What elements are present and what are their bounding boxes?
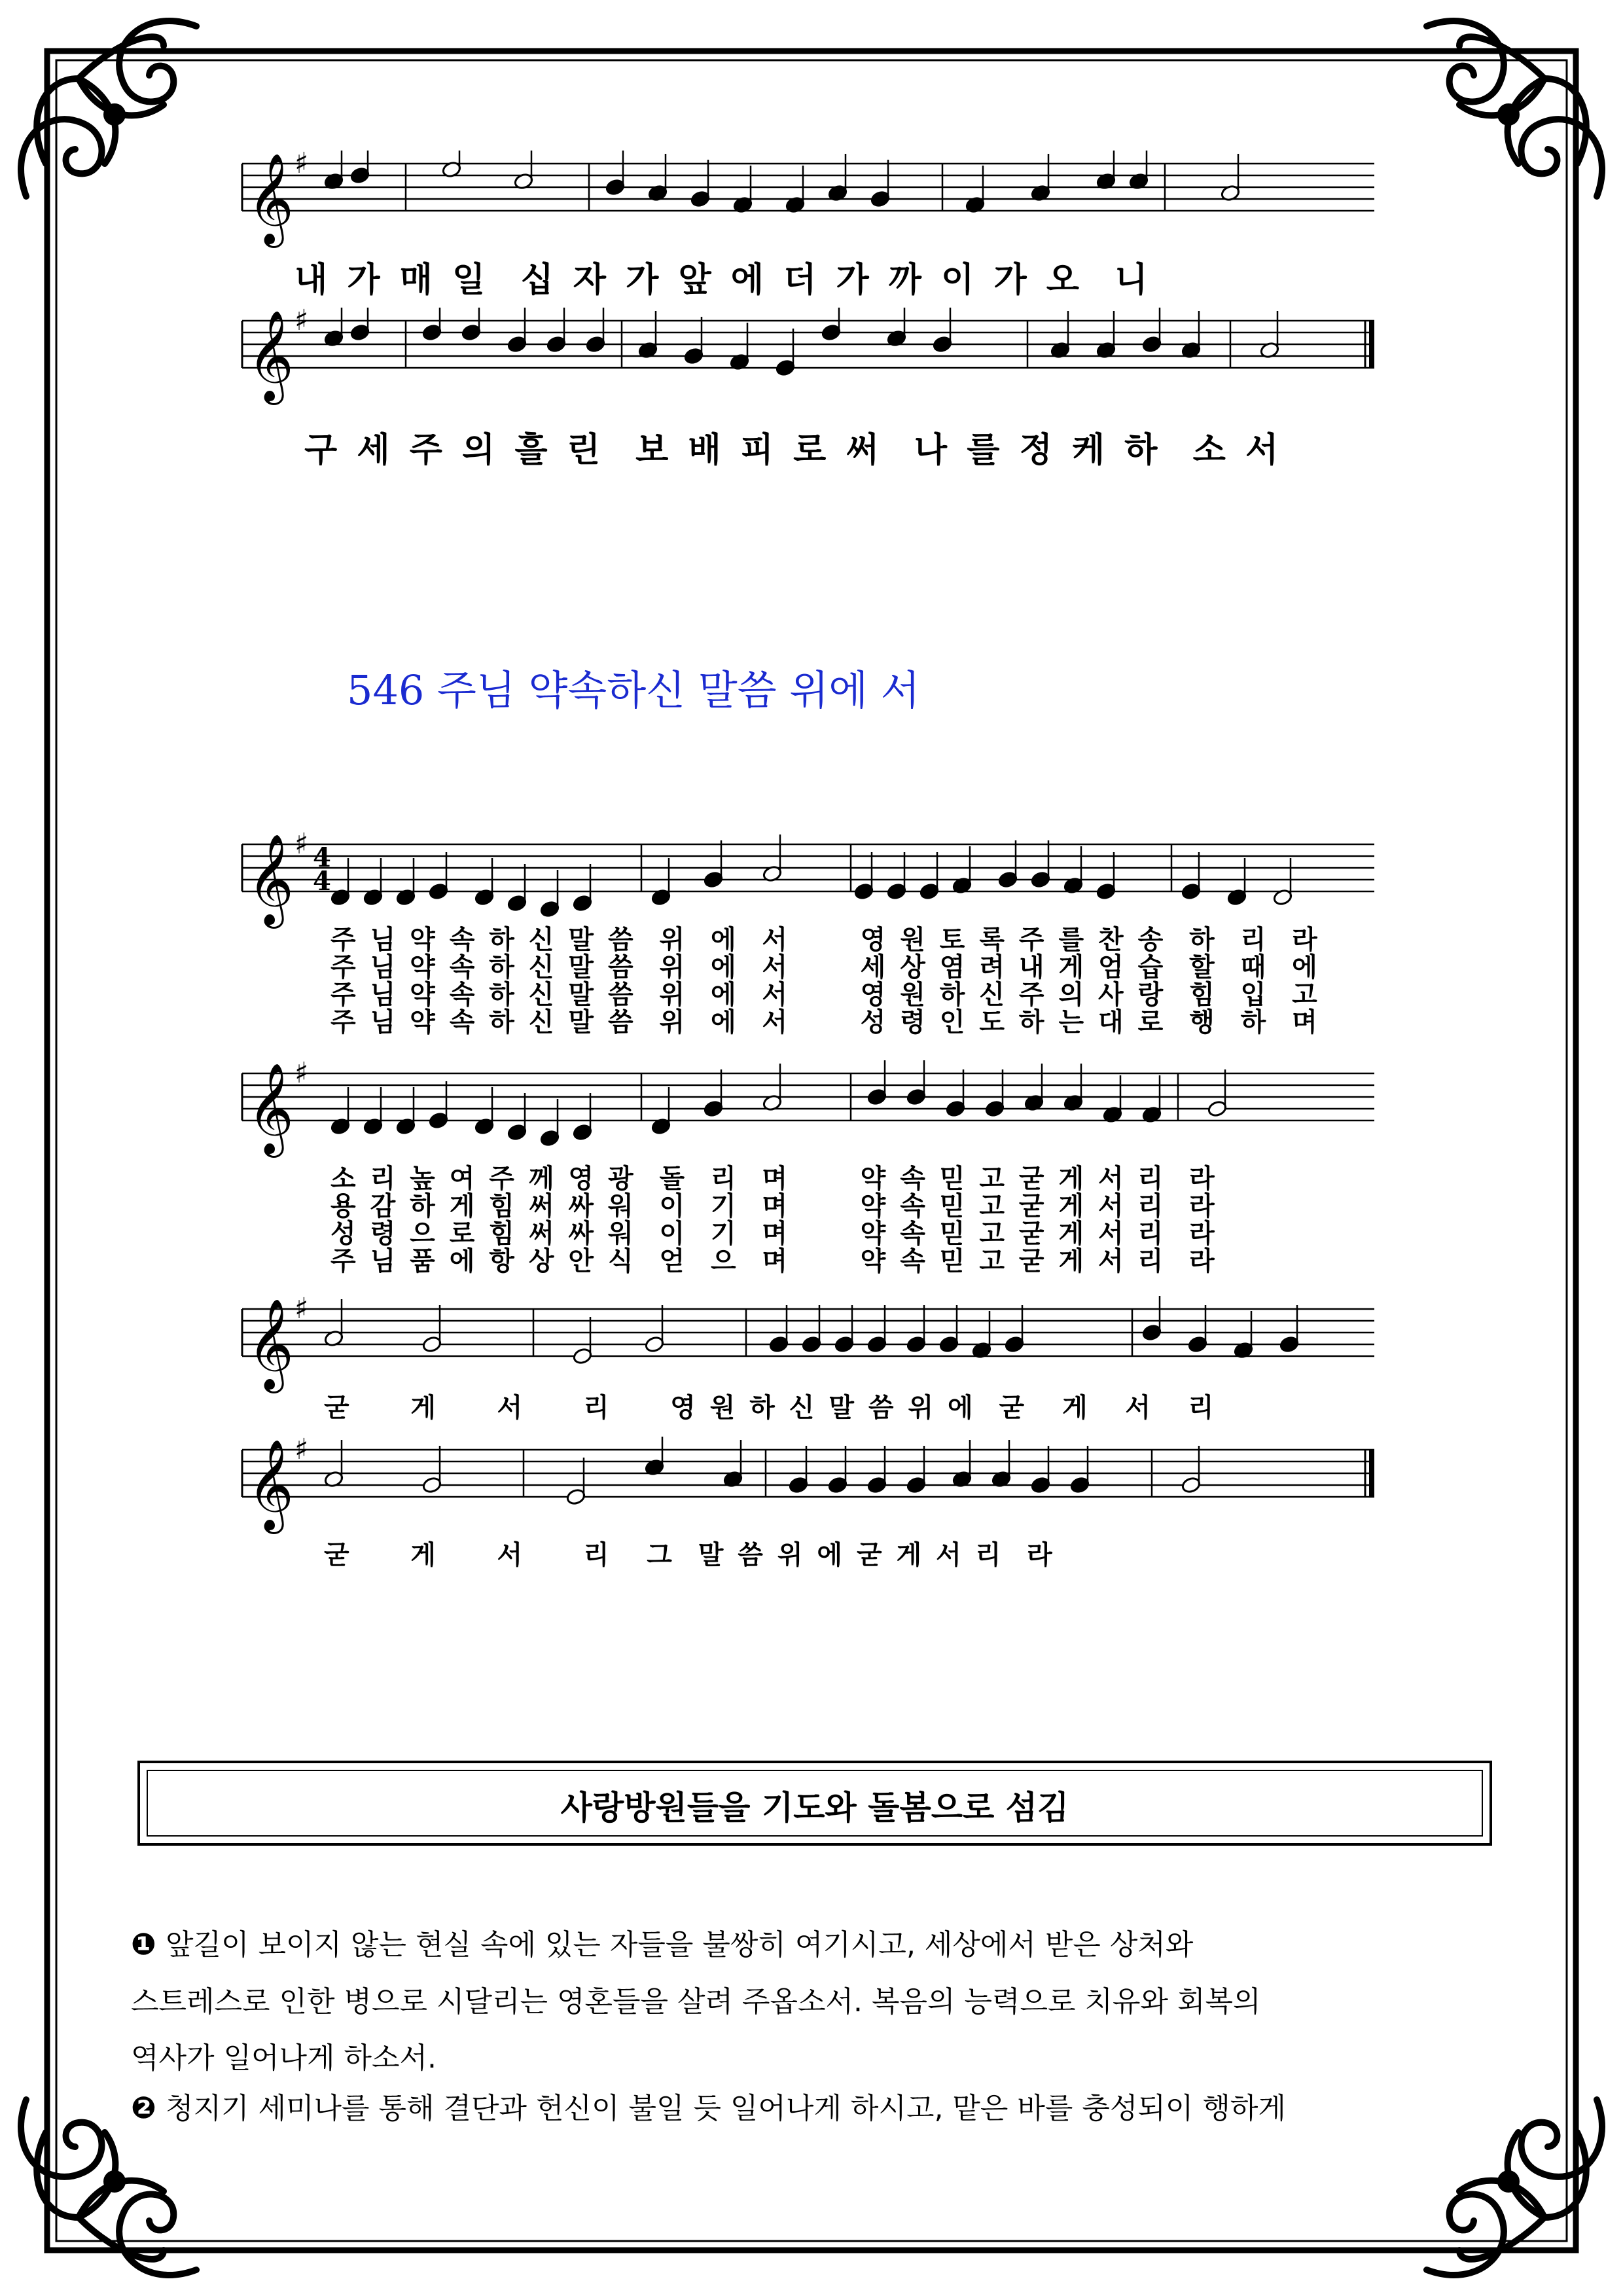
verse-line: 주 님 약 속 하 신 말 씀 위 에 서 영 원 토 록 주 를 찬 송 하 리 라: [330, 925, 1320, 955]
prayer-text-line: 역사가 일어나게 하소서.: [131, 2041, 437, 2075]
lyrics-line: 내 가 매 일 십 자 가 앞 에 더 가 까 이 가 오 니: [294, 260, 1152, 300]
svg-text:4: 4: [313, 842, 331, 873]
section-title: 사랑방원들을 기도와 돌봄으로 섬김: [560, 1789, 1069, 1827]
key-sharp-icon: ♯: [294, 308, 309, 337]
verse-line: 소 리 높 여 주 께 영 광 돌 리 며 약 속 믿 고 굳 게 서 리 라: [330, 1164, 1217, 1194]
verse-line: 성 령 으 로 힘 써 싸 워 이 기 며 약 속 믿 고 굳 게 서 리 라: [330, 1219, 1217, 1249]
music-staff: [236, 1060, 1387, 1165]
prayer-number: ❶: [131, 1926, 156, 1962]
treble-clef-icon: 𝄞: [247, 1299, 294, 1390]
treble-clef-icon: 𝄞: [247, 1063, 294, 1154]
verse-line: 용 감 하 게 힘 써 싸 워 이 기 며 약 속 믿 고 굳 게 서 리 라: [330, 1191, 1217, 1221]
verse-line: 주 님 약 속 하 신 말 씀 위 에 서 세 상 염 려 내 게 엄 습 할 때 에: [330, 952, 1320, 982]
svg-text:4: 4: [313, 866, 331, 897]
prayer-number: ❷: [131, 2090, 156, 2125]
prayer-text: 청지기 세미나를 통해 결단과 헌신이 불일 듯 일어나게 하시고, 맡은 바를 충성되이 행하게: [165, 2092, 1286, 2125]
lyrics-line: 굳 게 서 리 그 말 씀 위 에 굳 게 서 리 라: [324, 1540, 1055, 1570]
treble-clef-icon: 𝄞: [247, 310, 294, 401]
section-header-box: [137, 1761, 1492, 1846]
hymn-title: 546 주님 약속하신 말씀 위에 서: [347, 666, 920, 714]
lyrics-line: 굳 게 서 리 영 원 하 신 말 씀 위 에 굳 게 서 리: [324, 1393, 1217, 1423]
prayer-item: [131, 1921, 1492, 1963]
music-staff: [236, 308, 1387, 419]
lyrics-line: 구 세 주 의 흘 린 보 배 피 로 써 나 를 정 케 하 소 서: [304, 431, 1283, 470]
verse-line: 주 님 약 속 하 신 말 씀 위 에 서 영 원 하 신 주 의 사 랑 힘 입 고: [330, 980, 1320, 1010]
key-sharp-icon: ♯: [294, 1296, 309, 1325]
music-staff: [236, 1437, 1387, 1541]
key-sharp-icon: ♯: [294, 1437, 309, 1466]
treble-clef-icon: 𝄞: [247, 1439, 294, 1530]
key-sharp-icon: ♯: [294, 151, 309, 180]
music-staff: [236, 1296, 1387, 1394]
treble-clef-icon: 𝄞: [247, 153, 294, 244]
prayer-text: 앞길이 보이지 않는 현실 속에 있는 자들을 불쌍히 여기시고, 세상에서 받은 상처와: [165, 1928, 1194, 1962]
treble-clef-icon: 𝄞: [247, 834, 294, 925]
verse-line: 주 님 약 속 하 신 말 씀 위 에 서 성 령 인 도 하 는 대 로 행 하 며: [330, 1007, 1320, 1037]
key-sharp-icon: ♯: [294, 1060, 309, 1090]
prayer-text-line: 스트레스로 인한 병으로 시달리는 영혼들을 살려 주옵소서. 복음의 능력으로 치유와 회복의: [131, 1985, 1261, 2018]
prayer-item: [131, 2085, 1492, 2126]
music-staff: [236, 151, 1387, 255]
key-sharp-icon: ♯: [294, 831, 309, 861]
music-staff: [236, 831, 1387, 936]
verse-line: 주 님 품 에 항 상 안 식 얻 으 며 약 속 믿 고 굳 게 서 리 라: [330, 1246, 1217, 1276]
